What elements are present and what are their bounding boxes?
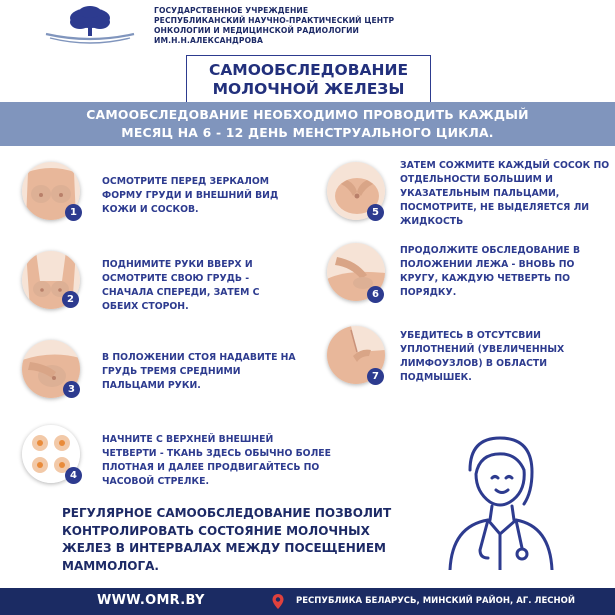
step-number-badge: 3 xyxy=(63,381,80,398)
step-line: ПОЛОЖЕНИИ ЛЕЖА - ВНОВЬ ПО xyxy=(400,259,575,270)
step-text xyxy=(102,258,259,314)
doctor-icon xyxy=(440,430,560,570)
step-text xyxy=(102,175,278,217)
step-number-badge: 5 xyxy=(367,204,384,221)
website-link[interactable]: WWW.OMR.BY xyxy=(97,593,205,608)
page-title xyxy=(187,61,430,99)
closing-line: РЕГУЛЯРНОЕ САМООБСЛЕДОВАНИЕ ПОЗВОЛИТ xyxy=(62,506,392,520)
organization-name xyxy=(154,6,484,46)
banner-line: САМООБСЛЕДОВАНИЕ НЕОБХОДИМО ПРОВОДИТЬ КАЖДЫЙ xyxy=(86,107,529,122)
tree-logo-icon xyxy=(40,4,140,46)
banner-text xyxy=(0,106,615,142)
title-box xyxy=(186,55,431,102)
step-line: ПАЛЬЦАМИ РУКИ. xyxy=(102,380,201,391)
step-line: ОБЕИХ СТОРОН. xyxy=(102,301,189,312)
step-line: ЖИДКОСТЬ xyxy=(400,216,464,227)
step-line: УКАЗАТЕЛЬНЫМ ПАЛЬЦАМИ, xyxy=(400,188,560,199)
step-line: ОТДЕЛЬНОСТИ БОЛЬШИМ И xyxy=(400,174,553,185)
schedule-banner xyxy=(0,102,615,146)
header xyxy=(0,0,615,52)
step-line: НАЧНИТЕ С ВЕРХНЕЙ ВНЕШНЕЙ xyxy=(102,434,274,445)
step-line: СНАЧАЛА СПЕРЕДИ, ЗАТЕМ С xyxy=(102,287,260,298)
closing-line: МАММОЛОГА. xyxy=(62,558,159,573)
step-number-badge: 1 xyxy=(65,204,82,221)
step-text xyxy=(400,329,564,385)
step-line: КРУГУ, КАЖДУЮ ЧЕТВЕРТЬ ПО xyxy=(400,273,571,284)
step-number-badge: 7 xyxy=(367,368,384,385)
org-line: РЕСПУБЛИКАНСКИЙ НАУЧНО-ПРАКТИЧЕСКИЙ ЦЕНТР xyxy=(154,16,395,25)
step-line: ЗАТЕМ СОЖМИТЕ КАЖДЫЙ СОСОК ПО xyxy=(400,160,610,171)
org-line: ГОСУДАРСТВЕННОЕ УЧРЕЖДЕНИЕ xyxy=(154,6,309,15)
step-line: УБЕДИТЕСЬ В ОТСУТСВИИ xyxy=(400,330,541,341)
step-line: ГРУДЬ ТРЕМЯ СРЕДНИМИ xyxy=(102,366,241,377)
step-text xyxy=(102,433,331,489)
address: РЕСПУБЛИКА БЕЛАРУСЬ, МИНСКИЙ РАЙОН, АГ. ЛЕСНОЙ xyxy=(296,596,575,606)
closing-message xyxy=(62,505,422,575)
step-line: ФОРМУ ГРУДИ И ВНЕШНИЙ ВИД xyxy=(102,190,279,201)
step-line: ПОДНИМИТЕ РУКИ ВВЕРХ И xyxy=(102,259,253,270)
closing-line: ЖЕЛЕЗ В ИНТЕРВАЛАХ МЕЖДУ ПОСЕЩЕНИЕМ xyxy=(62,541,386,555)
step-line: ЧЕТВЕРТИ - ТКАНЬ ЗДЕСЬ ОБЫЧНО БОЛЕЕ xyxy=(102,448,331,459)
location-pin-icon xyxy=(271,593,285,610)
step-line: КОЖИ И СОСКОВ. xyxy=(102,204,199,215)
step-line: ПОСМОТРИТЕ, НЕ ВЫДЕЛЯЕТСЯ ЛИ xyxy=(400,202,590,213)
title-line: МОЛОЧНОЙ ЖЕЛЕЗЫ xyxy=(212,80,405,98)
footer xyxy=(0,588,615,615)
step-text xyxy=(102,351,296,393)
step-line: УПЛОТНЕНИЙ (УВЕЛИЧЕННЫХ xyxy=(400,344,565,355)
closing-line: КОНТРОЛИРОВАТЬ СОСТОЯНИЕ МОЛОЧНЫХ xyxy=(62,523,370,538)
step-line: В ПОЛОЖЕНИИ СТОЯ НАДАВИТЕ НА xyxy=(102,352,296,363)
step-number-badge: 6 xyxy=(367,286,384,303)
step-line: ПЛОТНАЯ И ДАЛЕЕ ПРОДВИГАЙТЕСЬ ПО xyxy=(102,462,320,473)
step-line: ЛИМФОУЗЛОВ) В ОБЛАСТИ xyxy=(400,358,548,369)
step-line: ПОДМЫШЕК. xyxy=(400,372,472,383)
step-text xyxy=(400,244,580,300)
org-line: ИМ.Н.Н.АЛЕКСАНДРОВА xyxy=(154,36,264,45)
step-line: ЧАСОВОЙ СТРЕЛКЕ. xyxy=(102,476,209,487)
step-text xyxy=(400,159,609,229)
step-line: ПРОДОЛЖИТЕ ОБСЛЕДОВАНИЕ В xyxy=(400,245,581,256)
org-line: ОНКОЛОГИИ И МЕДИЦИНСКОЙ РАДИОЛОГИИ xyxy=(154,26,360,35)
title-line: САМООБСЛЕДОВАНИЕ xyxy=(208,61,409,79)
step-line: ОСМОТРИТЕ ПЕРЕД ЗЕРКАЛОМ xyxy=(102,176,269,187)
step-line: ПОРЯДКУ. xyxy=(400,287,457,298)
step-number-badge: 2 xyxy=(62,291,79,308)
step-number-badge: 4 xyxy=(65,467,82,484)
step-line: ОСМОТРИТЕ СВОЮ ГРУДЬ - xyxy=(102,273,250,284)
banner-line: МЕСЯЦ НА 6 - 12 ДЕНЬ МЕНСТРУАЛЬНОГО ЦИКЛА. xyxy=(121,125,494,140)
